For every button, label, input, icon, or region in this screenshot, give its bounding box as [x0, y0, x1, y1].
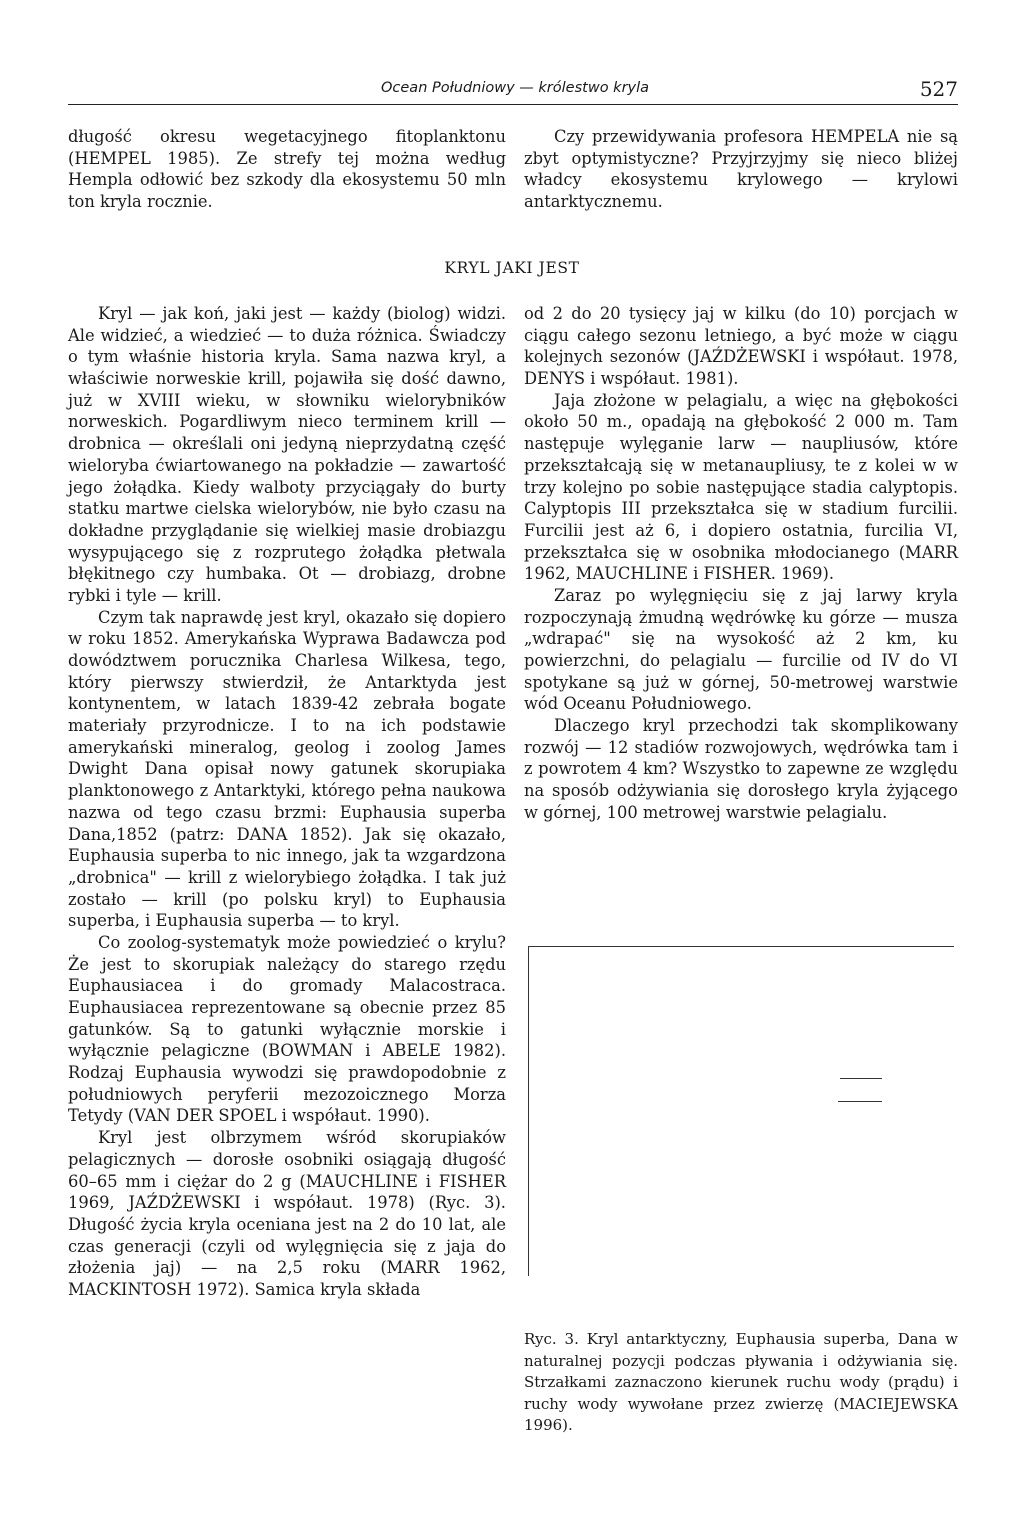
paragraph: od 2 do 20 tysięcy jaj w kilku (do 10) porcjach w ciągu całego sezonu letniego, a być może w ciągu kolejnych sezonów (JAŹDŻEWSKI i współaut. 1978, DENYS i współaut. 1981).	[524, 304, 958, 389]
paragraph: Czy przewidywania profesora HEMPELA nie są zbyt optymistyczne? Przyjrzyjmy się nieco bliżej władcy ekosystemu krylowego — krylowi antarktycznemu.	[524, 127, 958, 212]
paragraph: Czym tak naprawdę jest kryl, okazało się dopiero w roku 1852. Amerykańska Wyprawa Badawcza pod dowództwem porucznika Charlesa Wilkesa, tego, który pierwszy stwierdził, że Antarktyda jest kontynentem, w latach 1839-42 zebrała bogate materiały przyrodnicze. I to na ich podstawie amerykański mineralog, geolog i zoolog James Dwight Dana opisał nowy gatunek skorupiaka planktonowego z Antarktyki, którego pełna naukowa nazwa od tego czasu brzmi: Euphausia superba Dana,1852 (patrz: DANA 1852). Jak się okazało, Euphausia superba to nic innego, jak ta wzgardzona „drobnica" — krill z wielorybiego żołądka. I tak już zostało — krill (po polsku kryl) to Euphausia superba, i Euphausia superba — to kryl.	[68, 607, 506, 931]
paragraph: Co zoolog-systematyk może powiedzieć o krylu? Że jest to skorupiak należący do starego rzędu Euphausiacea i do gromady Malacostraca. Euphausiacea reprezentowane są obecnie przez 85 gatunków. Są to gatunki wyłącznie morskie i wyłącznie pelagiczne (BOWMAN i ABELE 1982). Rodzaj Euphausia wywodzi się prawdopodobnie z południowych peryferii mezozoicznego Morza Tetydy (VAN DER SPOEL i współaut. 1990).	[68, 932, 506, 1126]
page-number: 527	[919, 77, 958, 101]
paragraph: długość okresu wegetacyjnego fitoplanktonu (HEMPEL 1985). Ze strefy tej można według Hempla odłowić bez szkody dla ekosystemu 50 mln ton kryla rocznie.	[68, 127, 506, 212]
left-column	[68, 303, 506, 1301]
paragraph: Kryl jest olbrzymem wśród skorupiaków pelagicznych — dorosłe osobniki osiągają długość 60–65 mm i ciężar do 2 g (MAUCHLINE i FISHER 1969, JAŹDŻEWSKI i współaut. 1978) (Ryc. 3). Długość życia kryla oceniana jest na 2 do 10 lat, ale czas generacji (czyli od wylęgnięcia się z jaja do złożenia jaj) — na 2,5 roku (MARR 1962, MACKINTOSH 1972). Samica kryla składa	[68, 1128, 506, 1299]
paragraph: Dlaczego kryl przechodzi tak skomplikowany rozwój — 12 stadiów rozwojowych, wędrówka tam i z powrotem 4 km? Wszystko to zapewne ze względu na sposób odżywiania się dorosłego kryla żyjącego w górnej, 100 metrowej warstwie pelagialu.	[524, 716, 958, 822]
section-heading: KRYL JAKI JEST	[444, 259, 580, 277]
figure-placeholder	[528, 946, 954, 1306]
right-column	[524, 303, 958, 824]
figure-border-left	[528, 946, 529, 1276]
paragraph: Jaja złożone w pelagialu, a więc na głębokości około 50 m., opadają na głębokość 2 000 m. Tam następuje wylęganie larw — naupliusów, które przekształcają się w metanaupliusy, te z kolei w w trzy kolejno po sobie następujące stadia calyptopis. Calyptopis III przekształca się w stadium furcilii. Furcilii jest aż 6, i dopiero ostatnia, furcilia VI, przekształca się w osobnika młodocianego (MARR 1962, MAUCHLINE i FISHER. 1969).	[524, 390, 958, 584]
figure-caption: Ryc. 3. Kryl antarktyczny, Euphausia superba, Dana w naturalnej pozycji podczas pływania i odżywiania się. Strzałkami zaznaczono kierunek ruchu wody (prądu) i ruchy wody wywołane przez zwierzę (MACIEJEWSKA 1996).	[524, 1330, 958, 1434]
figure-mark	[838, 1101, 882, 1102]
paragraph: Kryl — jak koń, jaki jest — każdy (biolog) widzi. Ale widzieć, a wiedzieć — to duża różnica. Świadczy o tym właśnie historia kryla. Sama nazwa kryl, a właściwie norweskie krill, pojawiła się dość dawno, już w XVIII wieku, w słowniku wielorybników norweskich. Pogardliwym nieco terminem krill — drobnica — określali oni jedyną nieprzydatną część wieloryba ćwiartowanego na pokładzie — zawartość jego żołądka. Kiedy walboty przyciągały do burty statku martwe cielska wielorybów, nie było czasu na dokładne przyglądanie się wielkiej masie drobiazgu wysypującego się z rozprutego żołądka płetwala błękitnego czy humbaka. Ot — drobiazg, drobne rybki i tyle — krill.	[68, 304, 506, 605]
paragraph: Zaraz po wylęgnięciu się z jaj larwy kryla rozpoczynają żmudną wędrówkę ku górze — musza „wdrapać" się na wysokość aż 2 km, ku powierzchni, do pelagialu — furcilie od IV do VI spotykane są już w górnej, 50-metrowej warstwie wód Oceanu Południowego.	[524, 585, 958, 714]
running-title: Ocean Południowy — królestwo kryla	[381, 80, 650, 96]
running-header	[68, 77, 958, 105]
figure-border-top	[528, 946, 954, 947]
intro-paragraph-left	[68, 126, 506, 213]
intro-paragraph-right	[524, 126, 958, 213]
figure-mark	[840, 1078, 882, 1079]
